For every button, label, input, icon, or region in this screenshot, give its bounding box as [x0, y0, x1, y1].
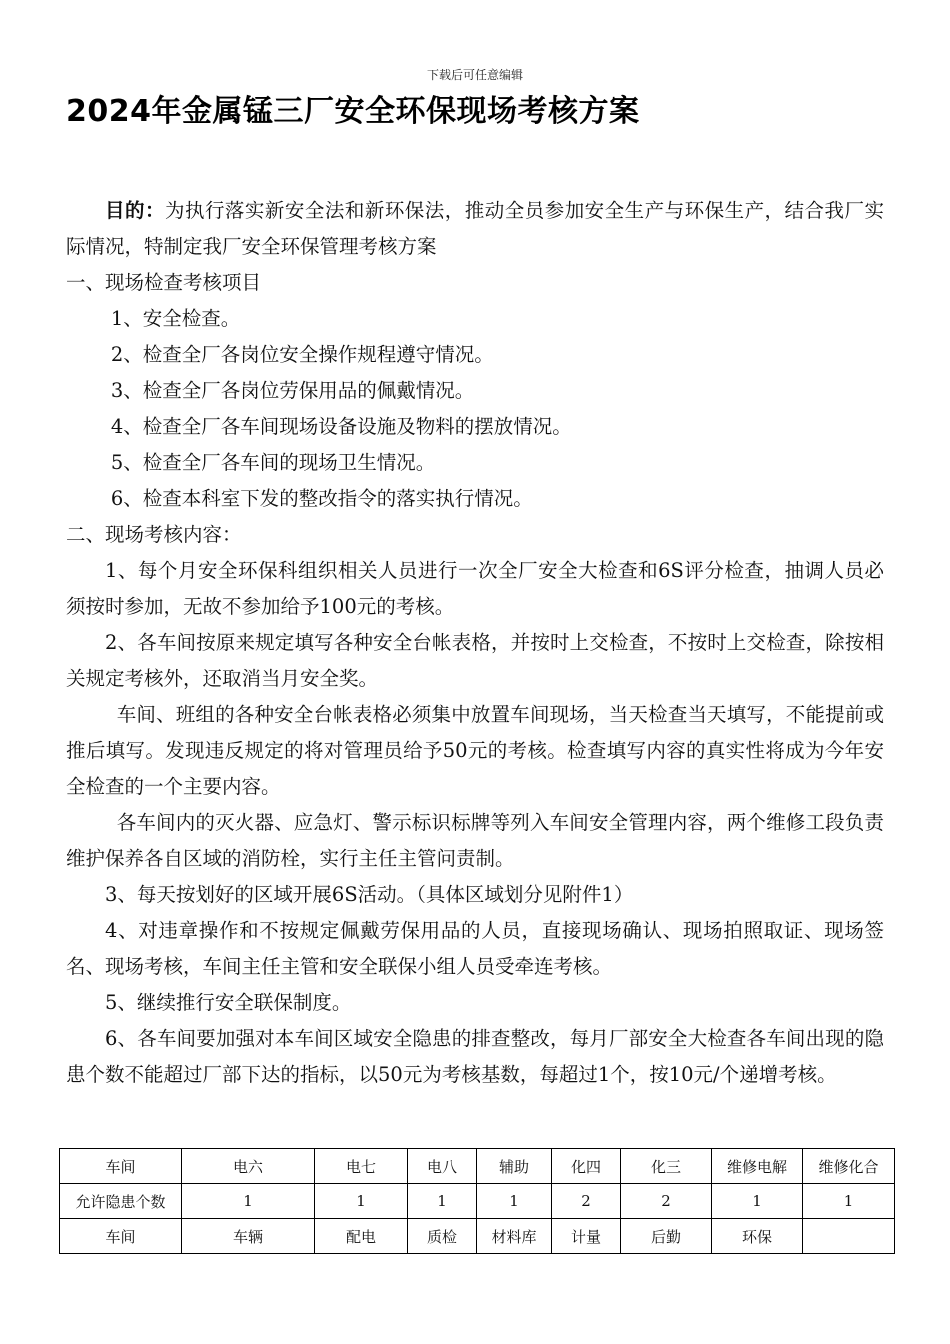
table-cell: 计量 [552, 1219, 621, 1254]
content-paragraph: 2、各车间按原来规定填写各种安全台帐表格，并按时上交检查，不按时上交检查，除按相关规定考核外，还取消当月安全奖。 [66, 631, 884, 690]
purpose-text: 为执行落实新安全法和新环保法，推动全员参加安全生产与环保生产，结合我厂实际情况，特制定我厂安全环保管理考核方案 [66, 199, 884, 258]
hazard-quota-table [59, 1148, 895, 1254]
check-item: 4、检查全厂各车间现场设备设施及物料的摆放情况。 [110, 415, 572, 438]
table-cell: 车间 [60, 1219, 182, 1254]
check-item: 1、安全检查。 [110, 307, 241, 330]
check-item: 3、检查全厂各岗位劳保用品的佩戴情况。 [110, 379, 475, 402]
table-cell: 1 [712, 1184, 803, 1219]
document-body [66, 193, 884, 1093]
purpose-paragraph [66, 193, 884, 265]
table-cell: 允许隐患个数 [60, 1184, 182, 1219]
content-paragraph: 各车间内的灭火器、应急灯、警示标识标牌等列入车间安全管理内容，两个维修工段负责维护保养各自区域的消防栓，实行主任主管问责制。 [66, 811, 884, 870]
check-item: 6、检查本科室下发的整改指令的落实执行情况。 [110, 487, 533, 510]
table-cell: 车辆 [182, 1219, 315, 1254]
check-item: 5、检查全厂各车间的现场卫生情况。 [110, 451, 436, 474]
table-cell: 2 [552, 1184, 621, 1219]
table-cell: 维修电解 [712, 1149, 803, 1184]
table-cell: 车间 [60, 1149, 182, 1184]
table-cell [803, 1219, 895, 1254]
content-paragraph: 1、每个月安全环保科组织相关人员进行一次全厂安全大检查和6S评分检查，抽调人员必须按时参加，无故不参加给予100元的考核。 [66, 559, 884, 618]
table-cell: 1 [477, 1184, 552, 1219]
content-paragraph: 4、对违章操作和不按规定佩戴劳保用品的人员，直接现场确认、现场拍照取证、现场签名、现场考核，车间主任主管和安全联保小组人员受牵连考核。 [66, 919, 884, 978]
table-cell: 质检 [408, 1219, 477, 1254]
table-cell: 环保 [712, 1219, 803, 1254]
table-cell: 1 [182, 1184, 315, 1219]
table-cell: 辅助 [477, 1149, 552, 1184]
header-note: 下载后可任意编辑 [426, 68, 523, 82]
table-cell: 配电 [315, 1219, 408, 1254]
content-paragraph: 车间、班组的各种安全台帐表格必须集中放置车间现场，当天检查当天填写，不能提前或推后填写。发现违反规定的将对管理员给予50元的考核。检查填写内容的真实性将成为今年安全检查的一个主要内容。 [66, 703, 884, 798]
table-row [60, 1149, 895, 1184]
purpose-label: 目的： [105, 199, 165, 222]
table-cell: 2 [621, 1184, 712, 1219]
table-row [60, 1219, 895, 1254]
document-title: 2024年金属锰三厂安全环保现场考核方案 [66, 94, 640, 129]
section-heading: 二、现场考核内容： [66, 523, 242, 546]
table-row [60, 1184, 895, 1219]
content-paragraph: 3、每天按划好的区域开展6S活动。（具体区域划分见附件1） [105, 883, 634, 906]
table-cell: 1 [408, 1184, 477, 1219]
table-cell: 后勤 [621, 1219, 712, 1254]
content-paragraph: 6、各车间要加强对本车间区域安全隐患的排查整改，每月厂部安全大检查各车间出现的隐患个数不能超过厂部下达的指标，以50元为考核基数，每超过1个，按10元/个递增考核。 [66, 1027, 884, 1086]
table-cell: 电六 [182, 1149, 315, 1184]
table-cell: 材料库 [477, 1219, 552, 1254]
table-cell: 化四 [552, 1149, 621, 1184]
section-heading: 一、现场检查考核项目 [66, 271, 262, 294]
content-paragraph: 5、继续推行安全联保制度。 [105, 991, 352, 1014]
table-cell: 维修化合 [803, 1149, 895, 1184]
table-cell: 电七 [315, 1149, 408, 1184]
check-item: 2、检查全厂各岗位安全操作规程遵守情况。 [110, 343, 494, 366]
table-cell: 1 [315, 1184, 408, 1219]
table-cell: 1 [803, 1184, 895, 1219]
table-cell: 电八 [408, 1149, 477, 1184]
table-cell: 化三 [621, 1149, 712, 1184]
